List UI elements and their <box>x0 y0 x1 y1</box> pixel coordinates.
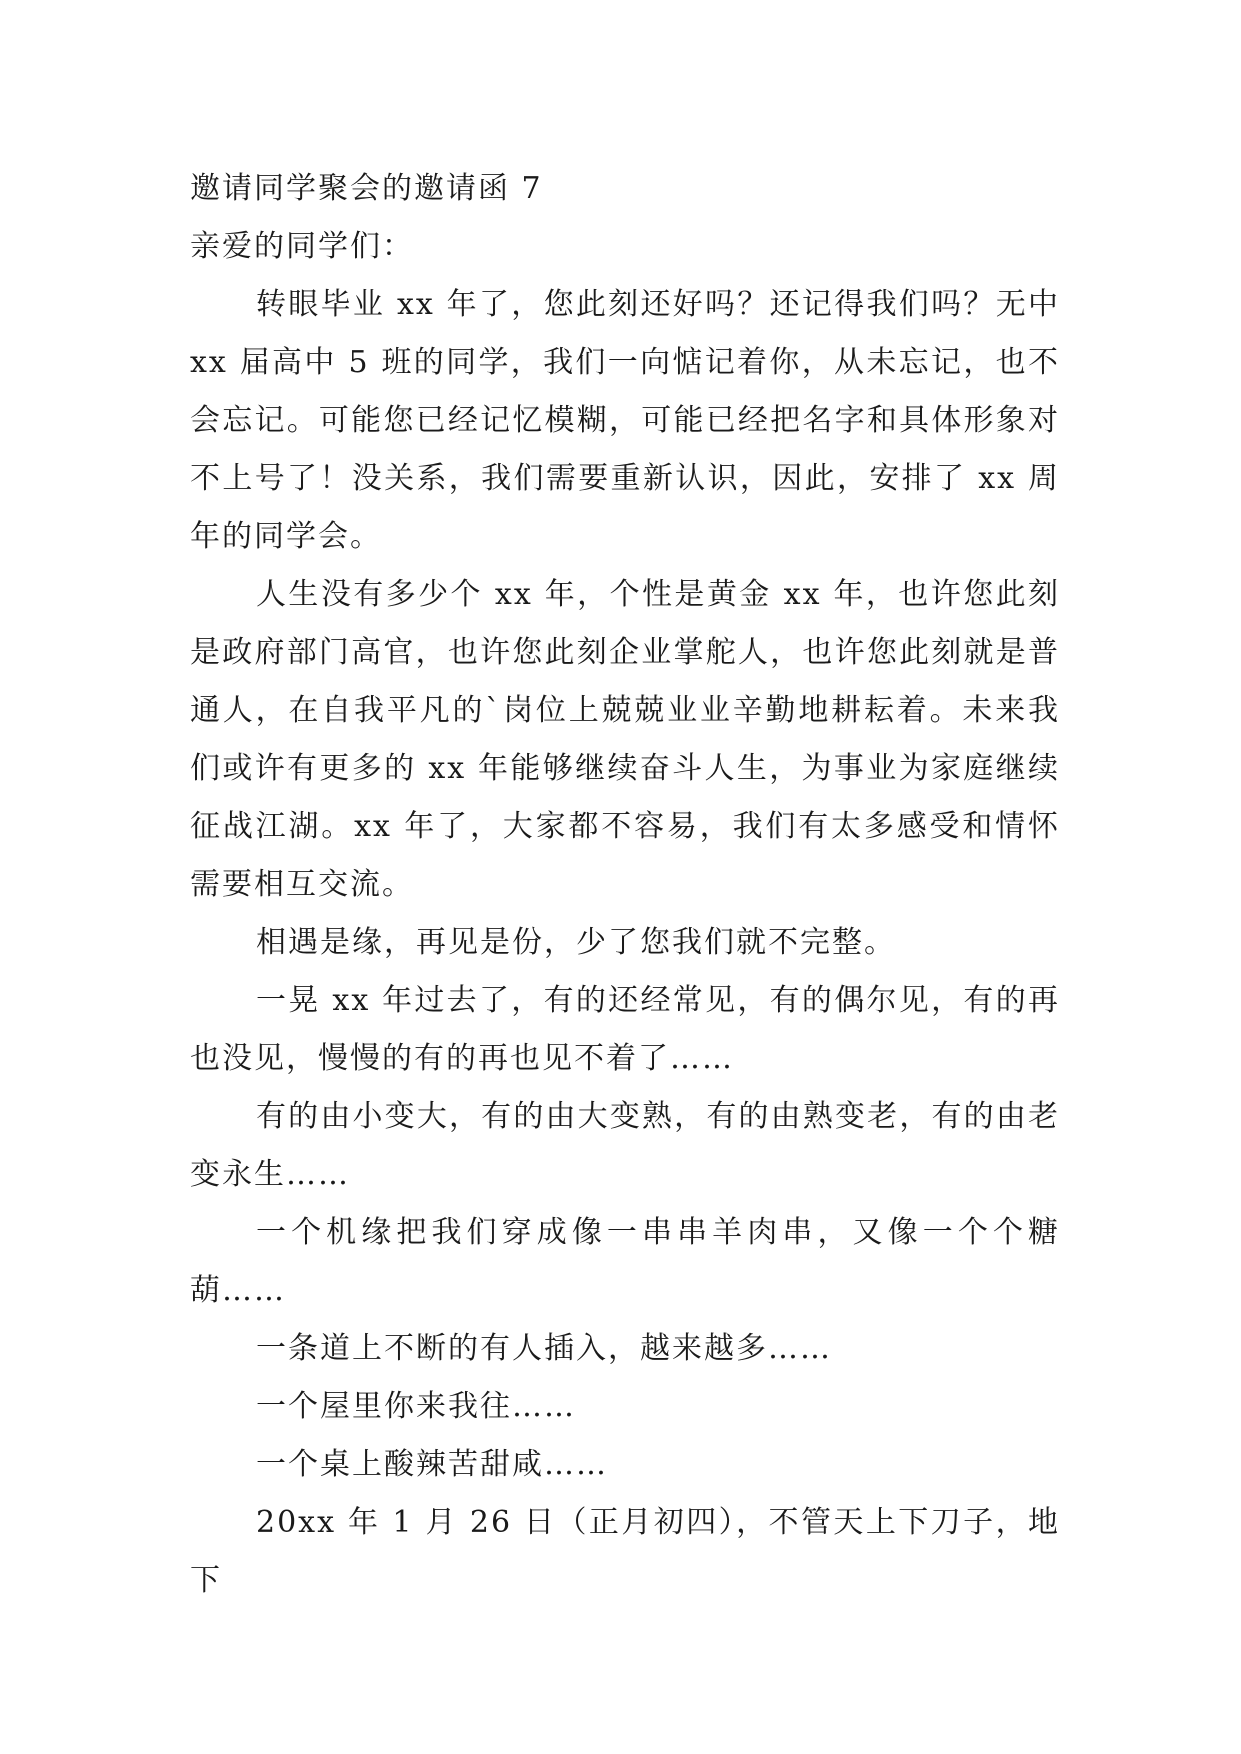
document-title: 邀请同学聚会的邀请函 7 <box>190 171 543 206</box>
paragraph-1: 转眼毕业 xx 年了，您此刻还好吗？还记得我们吗？无中 xx 届高中 5 班的同学，我们一向惦记着你，从未忘记，也不会忘记。可能您已经记忆模糊，可能已经把名字和具体形象对不上号了！没关系，我们需要重新认识，因此，安排了 xx 周年的同学会。 <box>190 287 1060 554</box>
paragraph-10: 20xx 年 1 月 26 日（正月初四），不管天上下刀子，地下 <box>190 1505 1060 1598</box>
paragraph-7: 一条道上不断的有人插入，越来越多…… <box>256 1331 832 1366</box>
paragraph-9: 一个桌上酸辣苦甜咸…… <box>256 1447 608 1482</box>
paragraph-2: 人生没有多少个 xx 年，个性是黄金 xx 年，也许您此刻是政府部门高官，也许您此刻企业掌舵人，也许您此刻就是普通人，在自我平凡的`岗位上兢兢业业辛勤地耕耘着。未来我们或许有更多的 xx 年能够继续奋斗人生，为事业为家庭继续征战江湖。xx 年了，大家都不容易，我们有太多感受和情怀需要相互交流。 <box>190 577 1060 902</box>
paragraph-4: 一晃 xx 年过去了，有的还经常见，有的偶尔见，有的再也没见，慢慢的有的再也见不着了…… <box>190 983 1060 1076</box>
document-body <box>190 160 1060 1610</box>
paragraph-8: 一个屋里你来我往…… <box>256 1389 576 1424</box>
paragraph-3: 相遇是缘，再见是份，少了您我们就不完整。 <box>256 925 896 960</box>
paragraph-6: 一个机缘把我们穿成像一串串羊肉串，又像一个个糖葫…… <box>190 1215 1060 1308</box>
greeting: 亲爱的同学们： <box>190 229 414 264</box>
paragraph-5: 有的由小变大，有的由大变熟，有的由熟变老，有的由老变永生…… <box>190 1099 1060 1192</box>
